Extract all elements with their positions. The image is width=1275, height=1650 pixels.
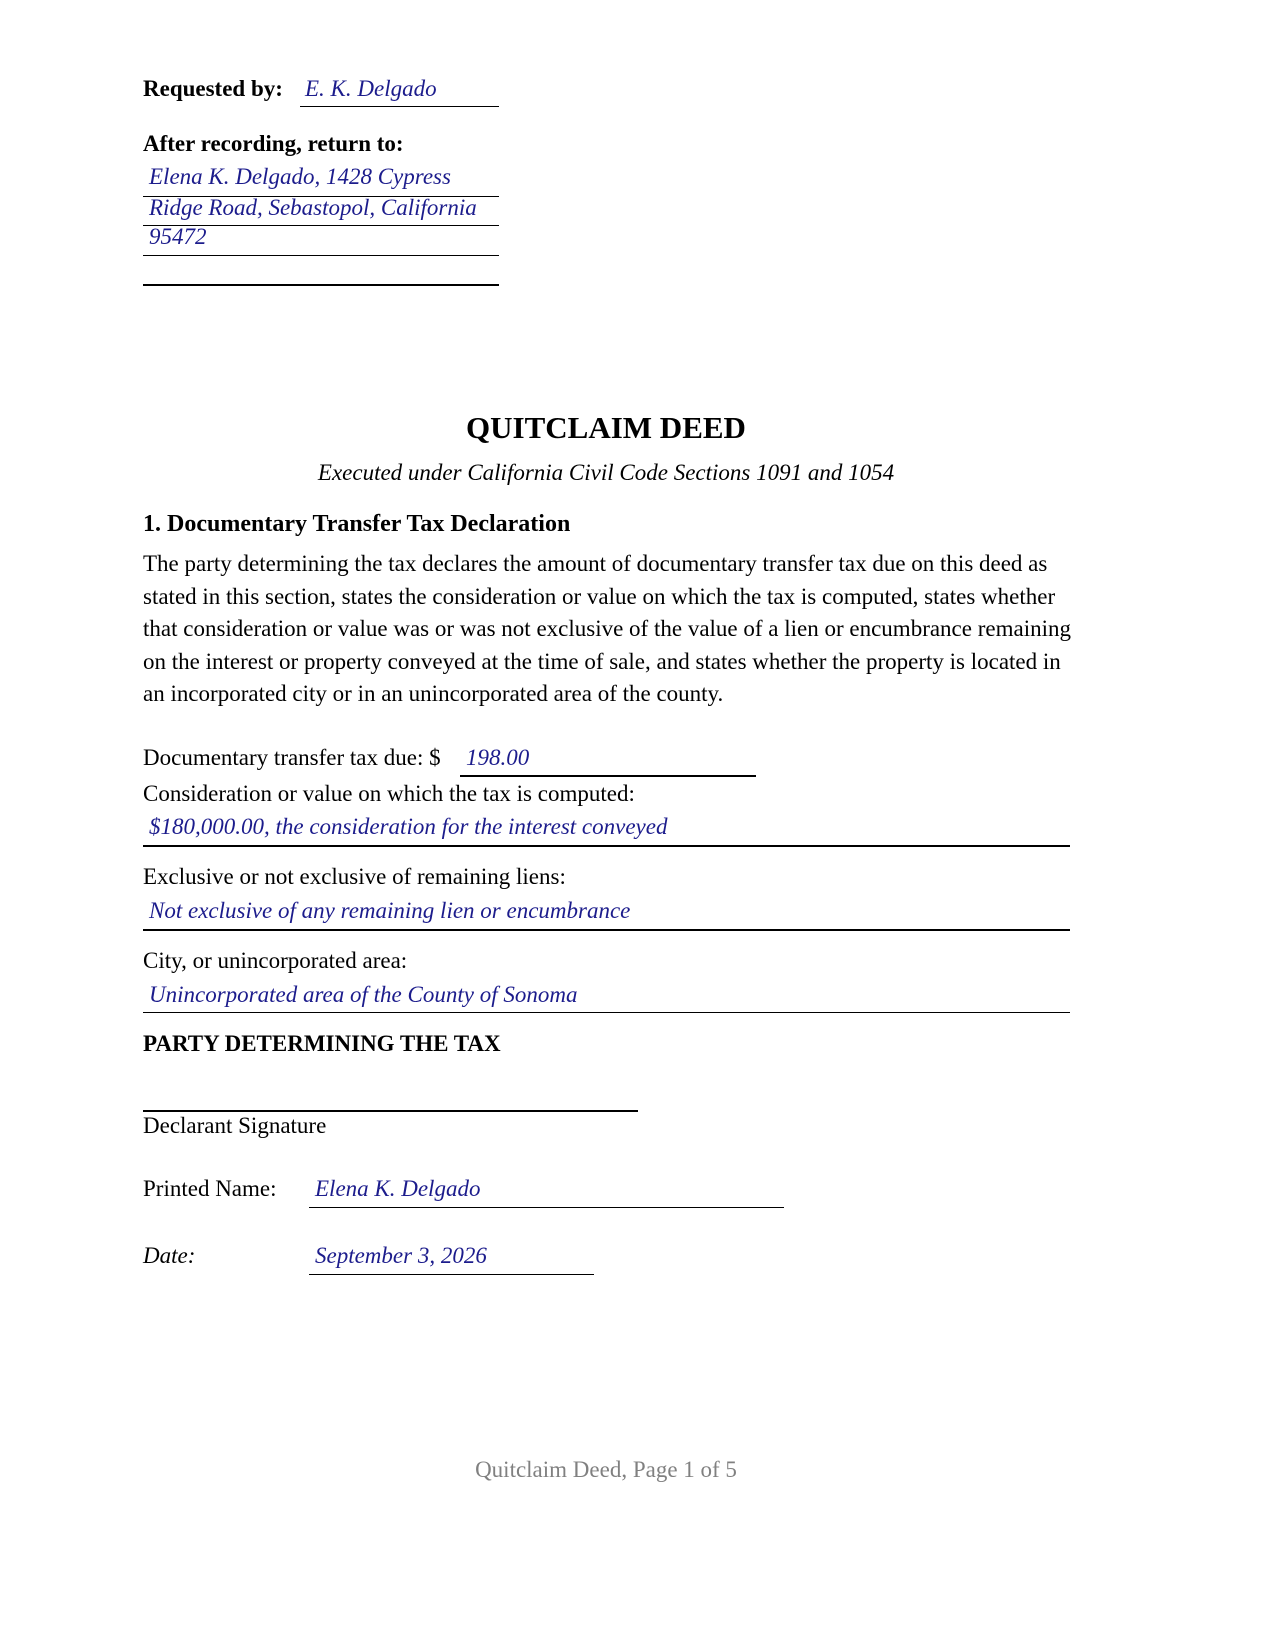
printed-name-underline — [309, 1207, 784, 1208]
return-to-line-2[interactable]: Ridge Road, Sebastopol, California — [149, 195, 477, 220]
requested-by-value[interactable]: E. K. Delgado — [305, 76, 437, 101]
party-heading: PARTY DETERMINING THE TAX — [143, 1031, 501, 1056]
date-value[interactable]: September 3, 2026 — [315, 1243, 487, 1268]
return-to-underline-4 — [143, 284, 499, 286]
section-1-paragraph: The party determining the tax declares the amount of documentary transfer tax due on this deed as stated in this section, states the consideration or value on which the tax is computed, states whether that consideration or value was or was not exclusive of the value of a lien or encumbrance remaining on the interest or property conveyed at the time of sale, and states whether the property is located in an incorporated city or in an unincorporated area of the county. — [143, 551, 1071, 706]
section-1-heading: 1. Documentary Transfer Tax Declaration — [143, 511, 571, 537]
city-label: City, or unincorporated area: — [143, 948, 408, 973]
return-to-line-1[interactable]: Elena K. Delgado, 1428 Cypress — [149, 164, 451, 189]
return-to-label: After recording, return to: — [143, 131, 404, 156]
signature-caption: Declarant Signature — [143, 1113, 327, 1138]
tax-due-underline — [460, 775, 756, 777]
exclusive-value[interactable]: Not exclusive of any remaining lien or encumbrance — [149, 898, 631, 923]
consideration-value[interactable]: $180,000.00, the consideration for the interest conveyed — [149, 814, 668, 839]
printed-name-value[interactable]: Elena K. Delgado — [315, 1176, 481, 1201]
page-footer: Quitclaim Deed, Page 1 of 5 — [475, 1457, 737, 1482]
return-to-line-3[interactable]: 95472 — [149, 224, 207, 249]
date-underline — [309, 1274, 594, 1275]
exclusive-underline — [143, 929, 1070, 931]
document-subtitle: Executed under California Civil Code Sections 1091 and 1054 — [317, 460, 895, 485]
city-value[interactable]: Unincorporated area of the County of Sonoma — [149, 982, 578, 1007]
consideration-underline — [143, 845, 1070, 847]
signature-line[interactable] — [143, 1110, 638, 1112]
exclusive-label: Exclusive or not exclusive of remaining liens: — [143, 864, 566, 889]
return-to-underline-3 — [143, 255, 499, 256]
requested-by-underline — [300, 106, 499, 107]
document-title: QUITCLAIM DEED — [466, 410, 746, 445]
requested-by-label: Requested by: — [143, 76, 283, 101]
date-label: Date: — [143, 1243, 196, 1268]
consideration-label: Consideration or value on which the tax is computed: — [143, 781, 635, 806]
city-underline — [143, 1012, 1070, 1013]
tax-due-label: Documentary transfer tax due: $ — [143, 745, 441, 770]
tax-due-value[interactable]: 198.00 — [466, 745, 530, 770]
printed-name-label: Printed Name: — [143, 1176, 277, 1201]
